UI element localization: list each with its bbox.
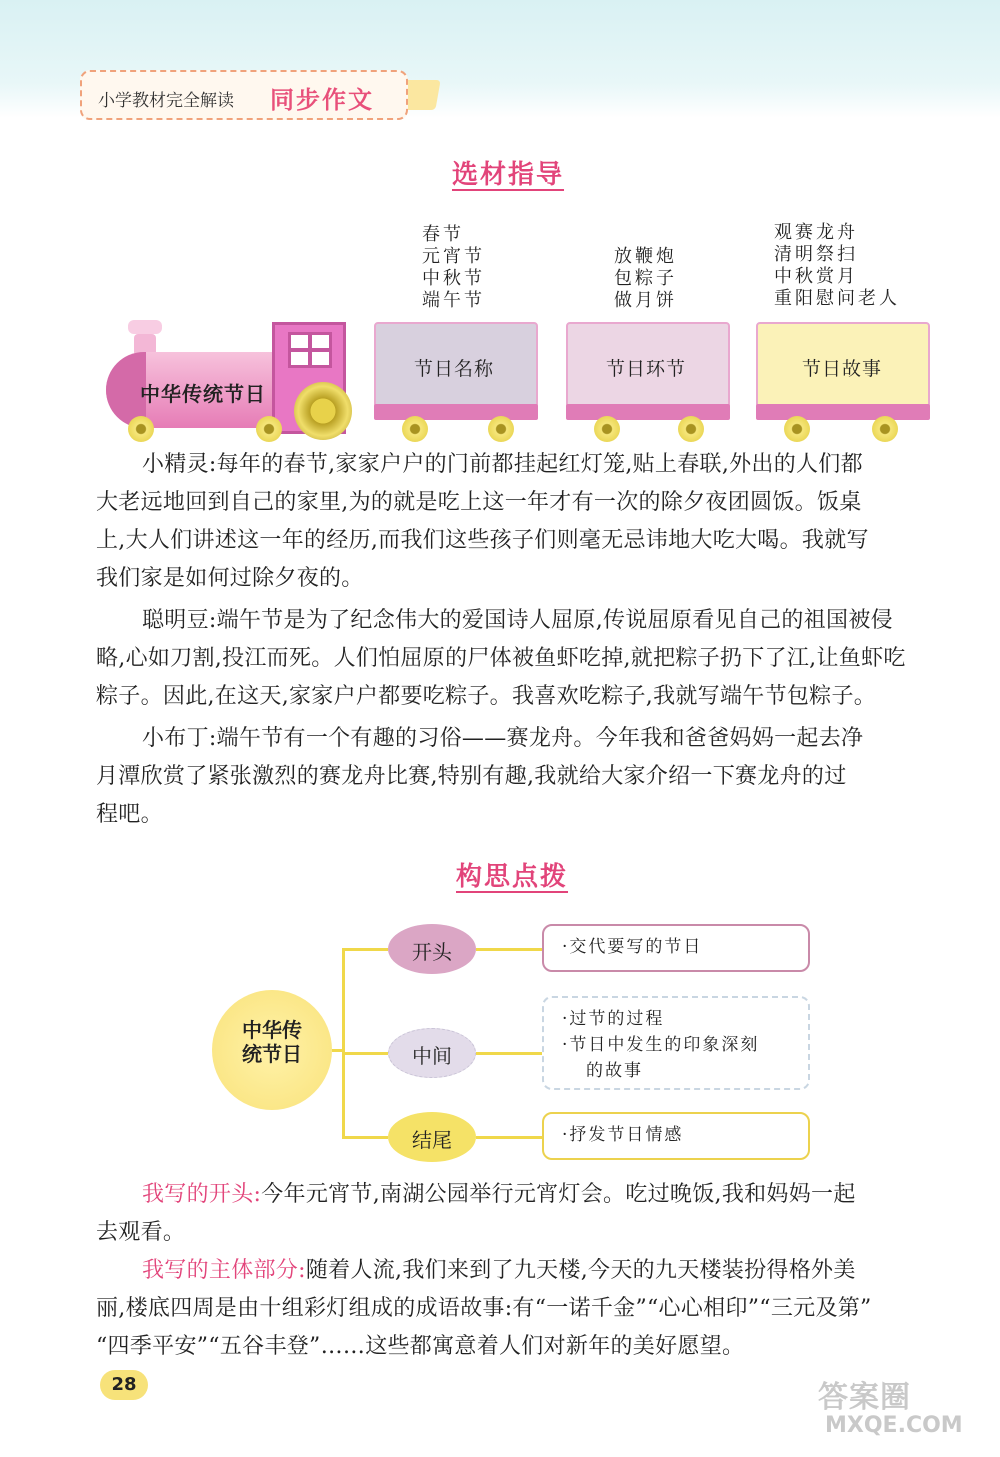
writing-sep: : — [253, 1182, 262, 1207]
word-list-festival-names — [422, 224, 485, 312]
speaker-sep: : — [208, 726, 217, 751]
word-list-festival-stories — [774, 222, 900, 310]
paragraph-congmingdou — [96, 602, 936, 716]
watermark-logo: 答案圈 — [818, 1380, 911, 1415]
word-item: 做月饼 — [614, 290, 677, 311]
paragraph-line — [96, 446, 936, 484]
word-item: 中秋节 — [422, 268, 485, 289]
box-point: ·交代要写的节日 — [562, 937, 703, 957]
speaker-name: 小布丁 — [142, 726, 209, 751]
writing-body — [96, 1252, 936, 1366]
connector-line — [342, 948, 345, 1138]
train-chimney-top — [128, 320, 162, 334]
speaker-sep: : — [208, 452, 217, 477]
word-item: 重阳慰问老人 — [774, 288, 900, 309]
paragraph-line: “四季平安”“五谷丰登”……这些都寓意着人们对新年的美好愿望。 — [96, 1334, 745, 1359]
train-wheel — [128, 416, 154, 442]
section-title-material: 选材指导 — [452, 160, 565, 190]
paragraph-text: 今年元宵节,南湖公园举行元宵灯会。吃过晚饭,我和妈妈一起 — [261, 1182, 856, 1207]
paragraph-xiaojingling — [96, 446, 936, 598]
train-car-base — [756, 404, 930, 420]
train-cabin-window — [288, 332, 332, 368]
hub-label-line: 统节日 — [242, 1042, 302, 1066]
speaker-name: 聪明豆 — [142, 608, 209, 633]
train-car-base — [374, 404, 538, 420]
paragraph-line — [96, 602, 936, 640]
paragraph-line: 上,大人们讲述这一年的经历,而我们这些孩子们则毫无忌讳地大吃大喝。我就写 — [96, 528, 869, 553]
word-list-festival-activities — [614, 246, 677, 312]
word-item: 观赛龙舟 — [774, 222, 858, 243]
car-label-stories: 节日故事 — [802, 358, 883, 380]
car-label-names: 节日名称 — [414, 358, 495, 380]
word-item: 端午节 — [422, 290, 485, 311]
writing-sep: : — [298, 1258, 306, 1283]
train-wheel — [402, 416, 428, 442]
node-label-middle: 中间 — [412, 1044, 452, 1068]
watermark-url: MXQE.COM — [825, 1413, 963, 1438]
box-point: ·抒发节日情感 — [562, 1125, 684, 1145]
connector-line — [342, 1052, 388, 1055]
hub-label-line: 中华传 — [242, 1018, 302, 1042]
paragraph-line: 大老远地回到自己的家里,为的就是吃上这一年才有一次的除夕夜团圆饭。饭桌 — [96, 490, 862, 515]
word-item: 元宵节 — [422, 246, 485, 267]
paragraph-text: 随着人流,我们来到了九天楼,今天的九天楼装扮得格外美 — [305, 1258, 856, 1283]
train-engine-label: 中华传统节日 — [140, 382, 266, 406]
paragraph-line: 略,心如刀割,投江而死。人们怕屈原的尸体被鱼虾吃掉,就把粽子扔下了江,让鱼虾吃 — [96, 646, 906, 671]
word-item: 中秋赏月 — [774, 266, 858, 287]
car-label-activities: 节日环节 — [606, 358, 687, 380]
box-point: ·节日中发生的印象深刻 — [562, 1035, 760, 1055]
mindmap-hub-label — [232, 1018, 312, 1066]
word-item: 春节 — [422, 224, 464, 245]
train-car-base — [566, 404, 730, 420]
word-item: 包粽子 — [614, 268, 677, 289]
paragraph-xiaobuding — [96, 720, 936, 834]
word-item: 放鞭炮 — [614, 246, 677, 267]
word-item: 清明祭扫 — [774, 244, 858, 265]
paragraph-text: 端午节是为了纪念伟大的爱国诗人屈原,传说屈原看见自己的祖国被侵 — [216, 608, 893, 633]
book-subtitle: 同步作文 — [270, 86, 374, 114]
connector-line — [476, 1052, 542, 1055]
connector-line — [476, 948, 542, 951]
connector-line — [342, 1136, 388, 1139]
speaker-name: 小精灵 — [142, 452, 209, 477]
paragraph-line: 去观看。 — [96, 1220, 186, 1245]
paragraph-text: 每年的春节,家家户户的门前都挂起红灯笼,贴上春联,外出的人们都 — [216, 452, 863, 477]
paragraph-line: 月潭欣赏了紧张激烈的赛龙舟比赛,特别有趣,我就给大家介绍一下赛龙舟的过 — [96, 764, 847, 789]
paragraph-line — [96, 1176, 936, 1214]
connector-line — [476, 1136, 542, 1139]
section-title-structure: 构思点拨 — [456, 862, 569, 892]
paragraph-line: 丽,楼底四周是由十组彩灯组成的成语故事:有“一诺千金”“心心相印”“三元及第” — [96, 1296, 872, 1321]
train-big-wheel — [294, 382, 352, 440]
writing-label: 我写的主体部分 — [142, 1258, 299, 1283]
paragraph-text: 端午节有一个有趣的习俗——赛龙舟。今年我和爸爸妈妈一起去净 — [216, 726, 864, 751]
speaker-sep: : — [208, 608, 217, 633]
writing-opening — [96, 1176, 936, 1252]
train-wheel — [256, 416, 282, 442]
node-label-ending: 结尾 — [412, 1128, 452, 1152]
train-wheel — [678, 416, 704, 442]
train-wheel — [488, 416, 514, 442]
paragraph-line — [96, 720, 936, 758]
train-wheel — [784, 416, 810, 442]
paragraph-line — [96, 1252, 936, 1290]
node-label-opening: 开头 — [412, 940, 452, 964]
box-point: 的故事 — [586, 1061, 643, 1081]
writing-label: 我写的开头 — [142, 1182, 254, 1207]
header-tag — [80, 70, 408, 120]
paragraph-line: 粽子。因此,在这天,家家户户都要吃粽子。我喜欢吃粽子,我就写端午节包粽子。 — [96, 684, 877, 709]
page-number: 28 — [100, 1370, 148, 1400]
paragraph-line: 我们家是如何过除夕夜的。 — [96, 566, 364, 591]
connector-line — [342, 948, 388, 951]
paragraph-line: 程吧。 — [96, 802, 163, 827]
train-wheel — [872, 416, 898, 442]
train-wheel — [594, 416, 620, 442]
box-point: ·过节的过程 — [562, 1009, 665, 1029]
series-title: 小学教材完全解读 — [98, 91, 234, 111]
